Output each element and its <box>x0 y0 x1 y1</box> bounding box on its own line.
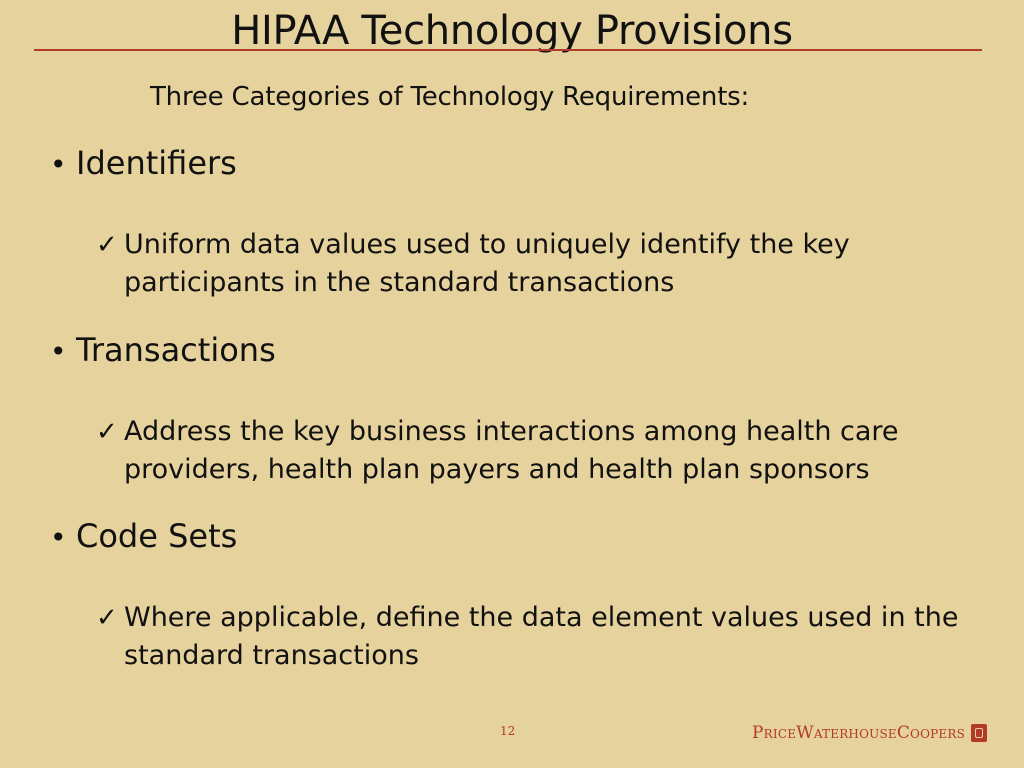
bullet-icon: • <box>50 521 67 554</box>
page-number: 12 <box>500 724 516 738</box>
bullet-detail-text: Address the key business interactions among health care providers, health plan payers and health plan sponsors <box>124 416 899 485</box>
slide-title: HIPAA Technology Provisions <box>231 8 793 54</box>
bullet-detail-text: Where applicable, define the data element values used in the standard transactions <box>124 602 959 671</box>
checkmark-icon: ✓ <box>96 603 118 633</box>
bullet-detail-transactions <box>96 413 1014 489</box>
bullet-icon: • <box>50 148 67 181</box>
bullet-item-identifiers <box>50 143 237 185</box>
bullet-heading: Code Sets <box>76 517 238 555</box>
bullet-heading: Identifiers <box>76 144 237 182</box>
checkmark-icon: ✓ <box>96 417 118 447</box>
bullet-item-transactions <box>50 330 276 372</box>
company-logo <box>752 718 987 748</box>
bullet-icon: • <box>50 335 67 368</box>
title-underline <box>34 49 982 51</box>
bullet-item-code-sets <box>50 516 237 558</box>
bullet-heading: Transactions <box>76 331 276 369</box>
logo-monogram-icon <box>971 724 987 742</box>
slide-subtitle: Three Categories of Technology Requirements: <box>150 82 750 112</box>
bullet-detail-identifiers <box>96 226 1014 302</box>
bullet-detail-text: Uniform data values used to uniquely identify the key participants in the standard transactions <box>124 229 850 298</box>
checkmark-icon: ✓ <box>96 230 118 260</box>
bullet-detail-code-sets <box>96 599 1014 675</box>
logo-wordmark: PriceWaterhouseCoopers <box>752 723 966 743</box>
